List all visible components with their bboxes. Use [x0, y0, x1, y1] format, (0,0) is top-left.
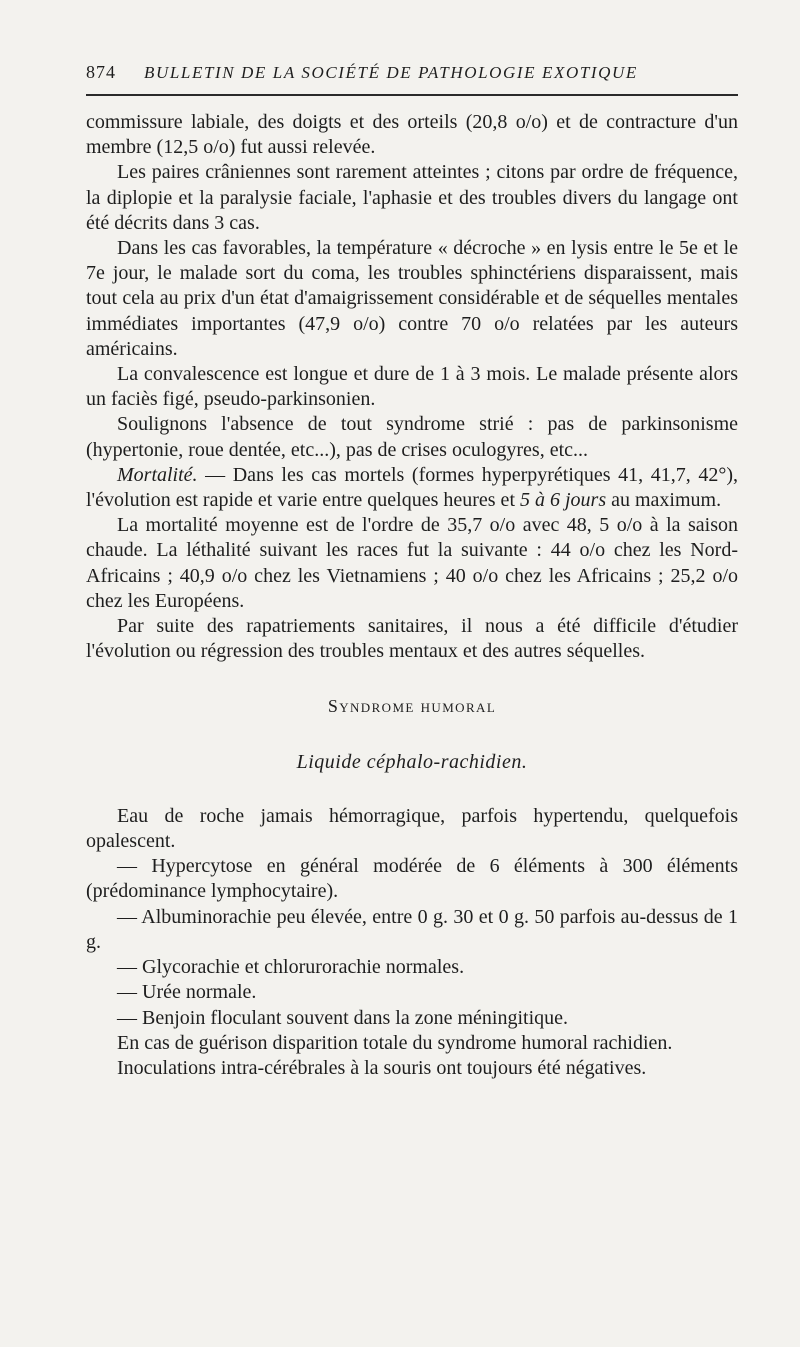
body-text: [86, 110, 738, 1081]
paragraph: La convalescence est longue et dure de 1 à 3 mois. Le malade présente alors un faciès figé, pseudo-parkinsonien.: [86, 363, 738, 411]
csf-paragraph: Inoculations intra-cérébrales à la souris ont toujours été négatives.: [117, 1056, 647, 1079]
running-title: BULLETIN DE LA SOCIÉTÉ DE PATHOLOGIE EXOTIQUE: [144, 63, 638, 82]
page-number: 874: [86, 62, 116, 82]
mortalite-duration: 5 à 6 jours: [520, 489, 607, 512]
mortalite-paragraph: [86, 463, 738, 513]
subsection-title: Liquide céphalo-rachidien.: [296, 750, 528, 773]
mortalite-label: Mortalité.: [117, 463, 198, 486]
csf-paragraph: — Benjoin floculant souvent dans la zone méningitique.: [117, 1006, 569, 1029]
paragraph: Les paires crâniennes sont rarement atteintes ; citons par ordre de fréquence, la diplopie et la paralysie faciale, l'aphasie et des troubles divers du langage ont été décrits dans 3 cas.: [86, 161, 738, 234]
page-header: [86, 62, 736, 83]
csf-paragraph: — Albuminorachie peu élevée, entre 0 g. 30 et 0 g. 50 parfois au-dessus de 1 g.: [86, 905, 738, 953]
paragraph: commissure labiale, des doigts et des orteils (20,8 o/o) et de contracture d'un membre (12,5 o/o) fut aussi relevée.: [86, 111, 738, 159]
header-rule: [86, 94, 738, 96]
csf-paragraph: Eau de roche jamais hémorragique, parfois hypertendu, quelquefois opalescent.: [86, 804, 738, 853]
paragraph: Dans les cas favorables, la température « décroche » en lysis entre le 5e et le 7e jour, le malade sort du coma, les troubles sphinctériens disparaissent, mais tout cela au prix d'un état d'amaigrissement considérable et de séquelles mentales immédiates importantes (47,9 o/o) contre 70 o/o relatées par les auteurs américains.: [86, 237, 738, 360]
paragraph: Soulignons l'absence de tout syndrome strié : pas de parkinsonisme (hypertonie, roue dentée, etc...), pas de crises oculogyres, etc...: [86, 413, 738, 461]
section-title: Syndrome humoral: [327, 696, 497, 717]
csf-paragraph: — Glycorachie et chlorurorachie normales.: [117, 956, 465, 979]
csf-paragraph: En cas de guérison disparition totale du syndrome humoral rachidien.: [117, 1031, 673, 1054]
paragraph: La mortalité moyenne est de l'ordre de 35,7 o/o avec 48, 5 o/o à la saison chaude. La léthalité suivant les races fut la suivante : 44 o/o chez les Nord-Africains ; 40,9 o/o chez les Vietnamiens ; 40 o/o chez les Africains ; 25,2 o/o chez les Européens.: [86, 514, 738, 612]
mortalite-text-2: au maximum.: [606, 489, 722, 512]
paragraph: Par suite des rapatriements sanitaires, il nous a été difficile d'étudier l'évolution ou régression des troubles mentaux et des autres séquelles.: [86, 615, 738, 663]
csf-paragraph: — Hypercytose en général modérée de 6 éléments à 300 éléments (prédominance lymphocytaire).: [86, 855, 738, 903]
csf-paragraph: — Urée normale.: [117, 981, 257, 1004]
mortalite-text-1: — Dans les cas mortels (formes hyperpyrétiques 41, 41,7, 42°), l'évolution est rapide et varie entre quelques heures et: [86, 463, 738, 512]
